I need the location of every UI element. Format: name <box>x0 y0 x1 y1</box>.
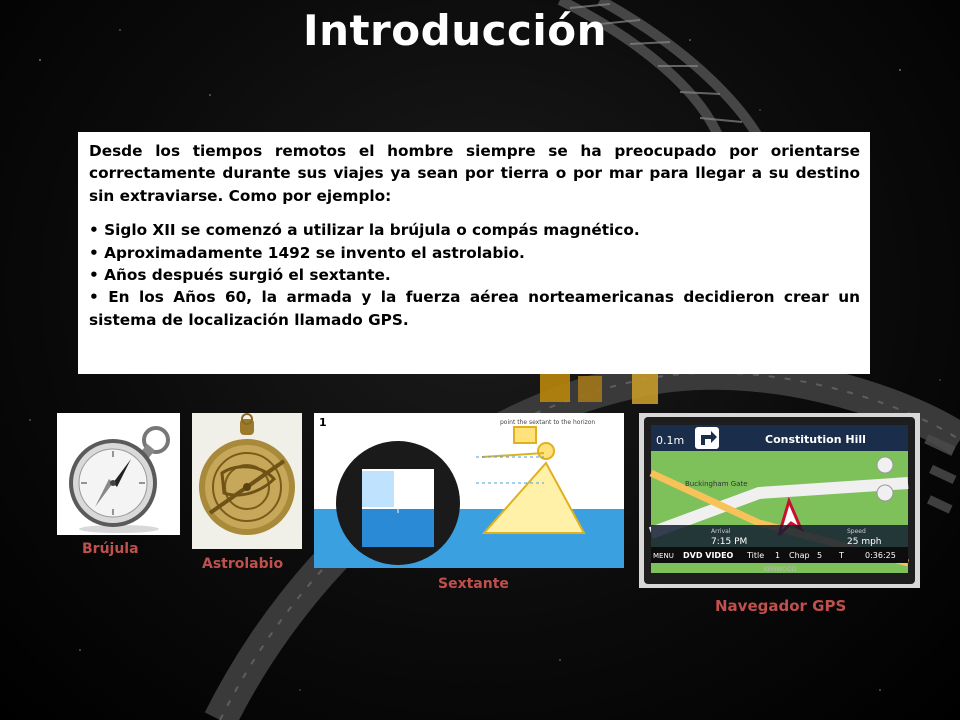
sextant-icon <box>314 413 624 568</box>
gps-brand: KENWOOD <box>764 566 797 573</box>
intro-paragraph: Desde los tiempos remotos el hombre siempre se ha preocupado por orientarse correctamente durante sus viajes ya sean por tierra o por mar para llegar a su destino sin extraviarse. Como por ejemplo: <box>89 142 860 205</box>
gps-device-icon <box>639 413 920 588</box>
gps-speed-label: Speed <box>847 528 866 535</box>
bullet-item: • Siglo XII se comenzó a utilizar la brújula o compás magnético. <box>89 219 860 241</box>
bullet-item: • En los Años 60, la armada y la fuerza aérea norteamericanas decidieron crear un sistema de localización llamado GPS. <box>89 286 860 331</box>
gps-road-label: Buckingham Gate <box>685 480 748 488</box>
gps-time: 0:36:25 <box>865 551 896 560</box>
gps-arrival-label: Arrival <box>711 528 731 535</box>
sextant-image <box>314 413 624 568</box>
gps-distance: 0.1m <box>656 434 685 447</box>
compass-image <box>57 413 180 535</box>
astrolabe-caption: Astrolabio <box>202 556 284 572</box>
gps-t-label: T <box>839 551 844 560</box>
gps-image <box>639 413 920 588</box>
slide-title: Introducción <box>302 6 608 55</box>
compass-icon <box>57 413 180 535</box>
compass-caption: Brújula <box>82 541 139 557</box>
sextant-instruction: point the sextant to the horizon <box>500 419 596 426</box>
gps-arrival-time: 7:15 PM <box>711 537 748 547</box>
bullet-item: • Años después surgió el sextante. <box>89 264 860 286</box>
bullet-item: • Aproximadamente 1492 se invento el astrolabio. <box>89 242 860 264</box>
gps-menu-label: MENU <box>653 552 674 560</box>
gps-caption: Navegador GPS <box>715 597 847 615</box>
gps-title-label: Title <box>747 551 765 560</box>
content-textbox <box>78 132 870 374</box>
sextant-caption: Sextante <box>438 576 509 592</box>
astrolabe-image <box>192 413 302 549</box>
gps-chap-label: Chap <box>789 551 810 560</box>
gps-source: DVD VIDEO <box>683 551 734 560</box>
astrolabe-icon <box>192 413 302 549</box>
sextant-step-number: 1 <box>319 416 327 429</box>
gps-speed-value: 25 mph <box>847 537 882 547</box>
gps-chap-num: 5 <box>817 551 823 560</box>
gps-street: Constitution Hill <box>765 433 866 446</box>
gps-title-num: 1 <box>775 551 781 560</box>
